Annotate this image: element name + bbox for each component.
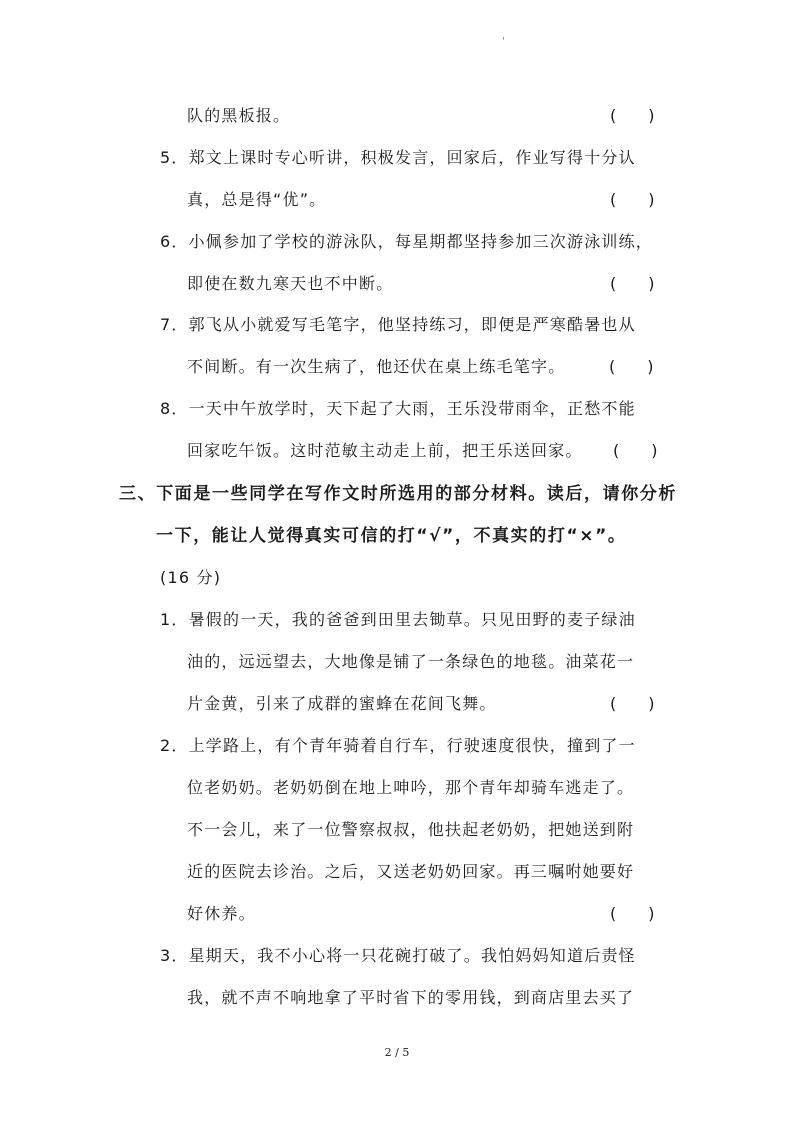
q5-number: 5． [160, 148, 189, 167]
s3-q2-line5: 好休养。 [187, 904, 256, 923]
answer-blank-s3-q1[interactable]: ( ) [610, 694, 655, 713]
q5-line1 [160, 148, 636, 168]
q5-text: 郑文上课时专心听讲，积极发言，回家后，作业写得十分认 [188, 148, 636, 167]
s3-q1-number: 1． [160, 610, 189, 629]
s3-q1-line1 [160, 610, 636, 630]
s3-q3-line1 [160, 946, 636, 966]
s3-q3-number: 3． [160, 946, 189, 965]
s3-q3-line2: 我，就不声不响地拿了平时省下的零用钱，到商店里去买了 [187, 988, 635, 1007]
page-number: 2 / 5 [384, 1046, 410, 1059]
q8-line1 [160, 399, 636, 419]
s3-q3-text: 星期天，我不小心将一只花碗打破了。我怕妈妈知道后责怪 [188, 946, 636, 965]
answer-blank-q8[interactable]: ( ) [613, 441, 658, 460]
s3-q1-line2: 油的，远远望去，大地像是铺了一条绿色的地毯。油菜花一 [187, 652, 635, 671]
q8-text: 一天中午放学时，天下起了大雨，王乐没带雨伞，正愁不能 [188, 399, 636, 418]
s3-q2-line4: 近的医院去诊治。之后，又送老奶奶回家。再三嘱咐她要好 [187, 862, 635, 881]
q8-line2: 回家吃午饭。这时范敏主动走上前，把王乐送回家。 [187, 441, 583, 460]
q7-text: 郭飞从小就爱写毛笔字，他坚持练习，即便是严寒酷暑也从 [188, 315, 636, 334]
answer-blank-q6[interactable]: ( ) [610, 274, 655, 293]
q6-text: 小佩参加了学校的游泳队，每星期都坚持参加三次游泳训练， [188, 232, 653, 251]
answer-blank-q5[interactable]: ( ) [610, 190, 655, 209]
q7-line2: 不间断。有一次生病了，他还伏在桌上练毛笔字。 [187, 357, 566, 376]
s3-q2-line1 [160, 736, 636, 756]
s3-q1-text: 暑假的一天，我的爸爸到田里去锄草。只见田野的麦子绿油 [188, 610, 636, 629]
top-mark: ' [502, 36, 505, 47]
section3-heading-line1: 三、下面是一些同学在写作文时所选用的部分材料。读后，请你分析 [119, 484, 677, 504]
s3-q2-text: 上学路上，有个青年骑着自行车，行驶速度很快，撞到了一 [188, 736, 636, 755]
q6-line1 [160, 232, 653, 252]
q5-line2: 真，总是得“优”。 [187, 190, 327, 209]
answer-blank-q4[interactable]: ( ) [610, 106, 655, 125]
s3-q2-line3: 不一会儿，来了一位警察叔叔，他扶起老奶奶，把她送到附 [187, 820, 635, 839]
q8-number: 8． [160, 399, 189, 418]
s3-q2-number: 2． [160, 736, 189, 755]
q6-line2: 即使在数九寒天也不中断。 [187, 274, 394, 293]
q7-line1 [160, 315, 636, 335]
section3-score: (16 分) [160, 568, 222, 587]
answer-blank-q7[interactable]: ( ) [609, 357, 654, 376]
s3-q2-line2: 位老奶奶。老奶奶倒在地上呻吟，那个青年却骑车逃走了。 [187, 778, 635, 797]
section3-heading-line2: 一下，能让人觉得真实可信的打“√”，不真实的打“×”。 [156, 526, 627, 546]
q4-continuation: 队的黑板报。 [187, 106, 291, 125]
q7-number: 7． [160, 315, 189, 334]
s3-q1-line3: 片金黄，引来了成群的蜜蜂在花间飞舞。 [187, 694, 497, 713]
answer-blank-s3-q2[interactable]: ( ) [610, 904, 655, 923]
q6-number: 6． [160, 232, 189, 251]
